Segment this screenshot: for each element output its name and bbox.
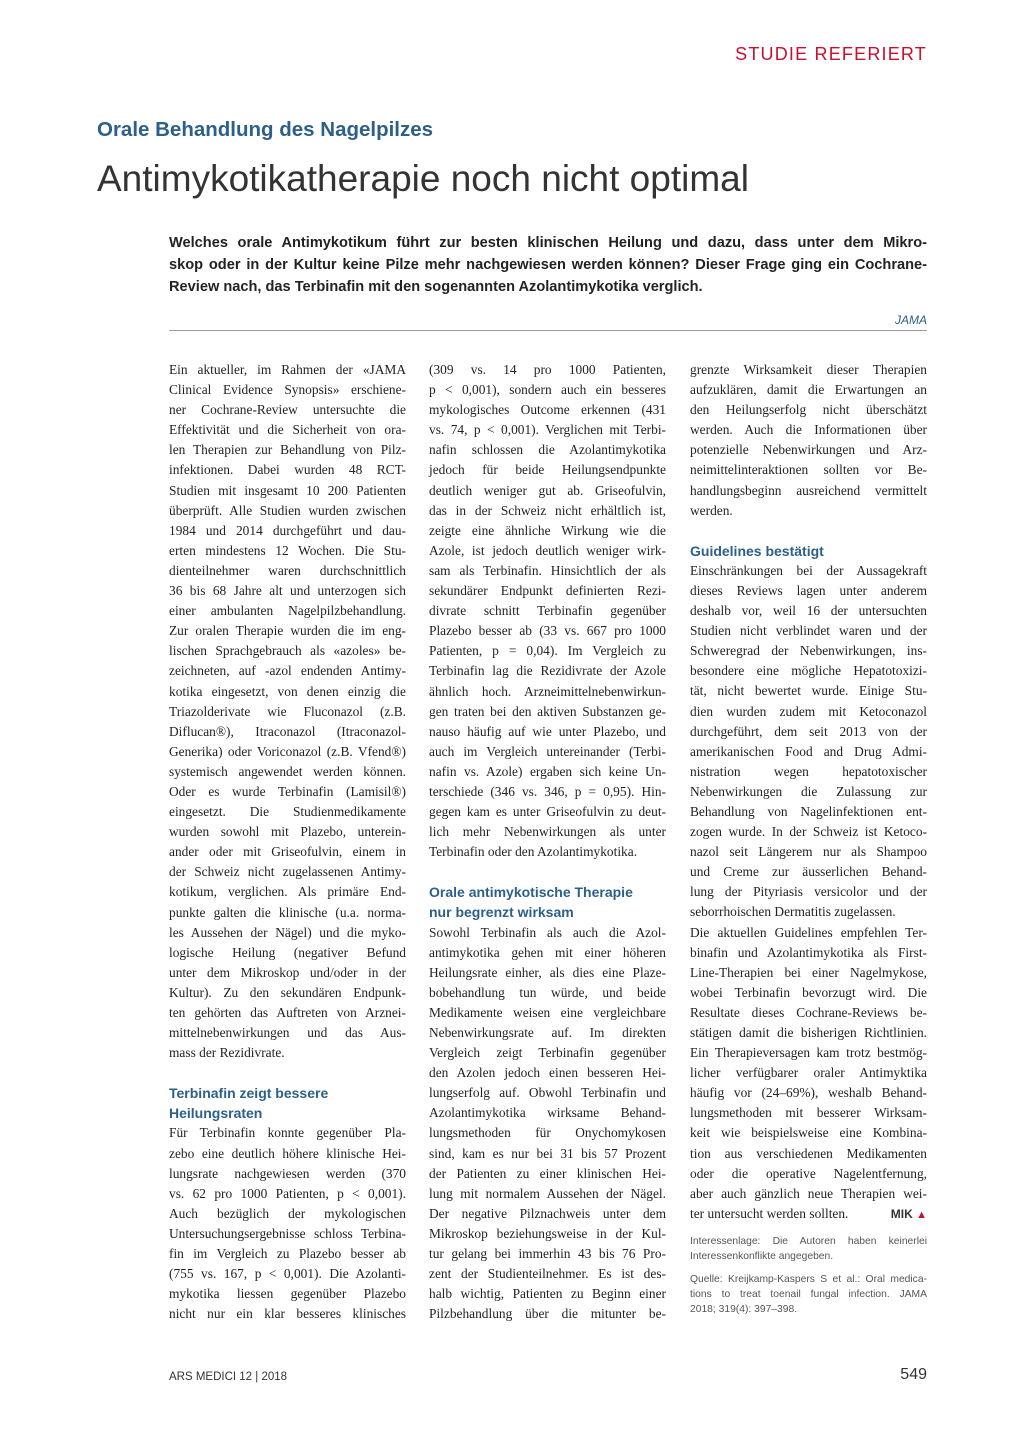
text-line: lungsmethoden für Onychomykosen: [429, 1125, 666, 1141]
text-line: kotikum, verglichen. Als primäre End-: [169, 884, 406, 900]
text-line: infektionen. Dabei wurden 48 RCT-: [169, 462, 406, 478]
text-line: nicht nur ein klar besseres klinisches: [169, 1306, 406, 1322]
text-line: binafin und Azolantimykotika als First-: [690, 944, 927, 960]
section-label: STUDIE REFERIERT: [735, 44, 927, 64]
text-line: deutlich weniger gut ab. Griseofulvin,: [429, 482, 666, 498]
text-line: Studien nicht verblindet waren und der: [690, 623, 927, 639]
text-line: nafin schlossen die Azolantimykotika: [429, 442, 666, 458]
paragraph: [429, 360, 666, 862]
text-line: Für Terbinafin konnte gegenüber Pla-: [169, 1125, 406, 1141]
text-line: Die aktuellen Guidelines empfehlen Ter-: [690, 924, 927, 940]
text-line: ähnlich hoch. Arzneimittelnebenwirkun-: [429, 683, 666, 699]
text-line: Oder es wurde Terbinafin (Lamisil®): [169, 783, 406, 799]
text-line: Clinical Evidence Synopsis» erschiene-: [169, 382, 406, 398]
text-line: lung der Pityriasis versicolor und der: [690, 884, 927, 900]
text-line: Interessenlage: Die Autoren haben keinerlei: [690, 1235, 927, 1247]
text-line: Azole, ist jedoch deutlich weniger wirk-: [429, 542, 666, 558]
text-line: aufzuklären, damit die Erwartungen an: [690, 382, 927, 398]
triangle-icon: ▲: [916, 1208, 927, 1221]
source-tag: JAMA: [894, 313, 927, 327]
text-line: nafin vs. Azole) ergaben sich keine Un-: [429, 763, 666, 779]
text-line: vs. 62 pro 1000 Patienten, p < 0,001).: [169, 1185, 406, 1201]
author-initials: MIK ▲: [890, 1206, 927, 1221]
text-line: Einschränkungen bei der Aussagekraft: [690, 562, 927, 578]
text-line: oder die operative Nagelentfernung,: [690, 1165, 927, 1181]
paragraph: [169, 1123, 406, 1324]
text-line: zent der Studienteilnehmer. Es ist des-: [429, 1266, 666, 1282]
text-line: Terbinafin oder den Azolantimykotika.: [429, 844, 638, 860]
text-line: auch im Vergleich untereinander (Terbi-: [429, 743, 666, 759]
text-line: den Azolen jedoch einen besseren Hei-: [429, 1065, 666, 1081]
text-line: ten gehörten das Auftreten von Arznei-: [169, 1005, 406, 1020]
paragraph: [690, 923, 927, 1224]
text-line: kotika eingesetzt, von denen einzig die: [169, 683, 406, 699]
text-line: (755 vs. 167, p < 0,001). Die Azolanti-: [169, 1266, 406, 1282]
text-line: zeichneten, auf -azol endenden Antimy-: [169, 663, 406, 679]
text-line: mittelnebenwirkungen und das Aus-: [169, 1025, 406, 1041]
text-line: wobei Terbinafin bevorzugt wird. Die: [690, 984, 927, 1000]
text-line: (309 vs. 14 pro 1000 Patienten,: [429, 362, 666, 377]
text-line: eingesetzt. Die Studienmedikamente: [169, 804, 406, 820]
text-line: zeigte eine ähnliche Wirkung wie die: [429, 522, 666, 538]
text-line: Effektivität und die Sicherheit von ora-: [169, 422, 406, 438]
text-line: und Creme zur äusserlichen Behand-: [690, 864, 927, 880]
text-line: dien wurden zudem mit Ketoconazol: [690, 703, 927, 719]
text-line: der Schweiz nicht zugelassenen Antimy-: [169, 864, 406, 880]
text-line: Triazolderivate wie Fluconazol (z.B.: [169, 703, 406, 719]
paragraph: [429, 923, 666, 1325]
text-line: antimykotika gehen mit einer höheren: [429, 944, 666, 960]
text-line: werden. Auch die Informationen über: [690, 422, 927, 438]
text-line: besondere eine mögliche Hepatotoxizi-: [690, 663, 927, 679]
text-line: einer ambulanten Nagelpilzbehandlung.: [169, 603, 406, 619]
text-line: lungserfolg auf. Obwohl Terbinafin und: [429, 1085, 666, 1101]
text-line: vs. 74, p < 0,001). Verglichen mit Terbi-: [429, 422, 666, 438]
text-line: mass der Rezidivrate.: [169, 1045, 285, 1061]
text-line: terschiede (346 vs. 346, p = 0,95). Hin-: [429, 783, 666, 799]
text-line: Patienten, p = 0,04). Im Vergleich zu: [429, 643, 666, 659]
text-line: 2018; 319(4): 397–398.: [690, 1303, 798, 1315]
text-line: Diflucan®), Itraconazol (Itraconazol-: [169, 723, 406, 739]
text-line: aber auch gänzlich neue Therapien wei-: [690, 1185, 927, 1201]
text-line: tions to treat toenail fungal infection. JAMA: [690, 1288, 927, 1300]
text-line: ner Cochrane-Review untersuchte die: [169, 402, 406, 418]
text-line: fin im Vergleich zu Plazebo besser ab: [169, 1246, 406, 1262]
text-line: p < 0,001), sondern auch ein besseres: [429, 382, 666, 398]
text-line: Heilungsraten: [169, 1105, 263, 1122]
text-line: Kultur). Zu den sekundären Endpunk-: [169, 984, 406, 1000]
text-line: punkte galten die klinische (u.a. norma-: [169, 904, 406, 920]
text-line: len Therapien zur Behandlung von Pilz-: [169, 442, 406, 458]
text-line: lung mit normalem Aussehen der Nägel.: [429, 1185, 666, 1201]
text-line: mykotika liessen gegenüber Plazebo: [169, 1286, 406, 1302]
text-line: jedoch für beide Heilungsendpunkte: [429, 462, 666, 478]
text-line: Quelle: Kreijkamp-Kaspers S et al.: Oral medica-: [690, 1273, 927, 1285]
text-line: Resultate dieses Cochrane-Reviews be-: [690, 1004, 927, 1020]
text-line: werden.: [690, 502, 733, 518]
text-line: deshalb vor, weil 16 der untersuchten: [690, 603, 927, 619]
lead-line: skop oder in der Kultur keine Pilze mehr nachgewiesen werden können? Dieser Frage ging ein Cochrane-: [169, 257, 927, 273]
text-line: Guidelines bestätigt: [690, 542, 824, 559]
text-line: Auch bezüglich der mykologischen: [169, 1205, 406, 1221]
text-line: systemisch angewendet werden können.: [169, 763, 406, 779]
text-line: zogen wurde. In der Schweiz ist Ketoco-: [690, 824, 927, 840]
text-line: tät, nicht bewertet wurde. Einige Stu-: [690, 683, 927, 699]
text-line: handlungsbeginn ausreichend vermittelt: [690, 482, 927, 498]
text-line: Terbinafin zeigt bessere: [169, 1085, 329, 1102]
text-line: Heilungsrate einher, als dies eine Plaze-: [429, 964, 666, 980]
text-line: Untersuchungsergebnisse schloss Terbina-: [169, 1225, 406, 1241]
paragraph: [690, 561, 927, 923]
footer-journal: ARS MEDICI 12 | 2018: [169, 1371, 288, 1383]
column-1: [169, 360, 406, 1324]
text-line: Sowohl Terbinafin als auch die Azol-: [429, 924, 666, 940]
conflict-note: [690, 1234, 927, 1264]
text-line: lischen Sprachgebrauch als «azoles» be-: [169, 643, 406, 659]
text-line: häufig vor (24–69%), weshalb Behand-: [690, 1085, 927, 1101]
text-line: Vergleich zeigt Terbinafin gegenüber: [429, 1045, 666, 1061]
text-line: bobehandlung tun würde, und beide: [429, 984, 666, 1000]
text-line: gen traten bei den aktiven Substanzen ge-: [429, 703, 666, 719]
text-line: Schweregrad der Nebenwirkungen, ins-: [690, 643, 927, 659]
paragraph: [169, 360, 406, 1063]
text-line: Zur oralen Therapie wurden die im eng-: [169, 623, 406, 639]
lead-line: Welches orale Antimykotikum führt zur besten klinischen Heilung und dazu, dass unter dem Mikro-: [169, 235, 927, 251]
text-line: Nebenwirkungsrate auf. Im direkten: [429, 1025, 666, 1040]
text-line: tur gelang bei immerhin 43 bis 76 Pro-: [429, 1246, 666, 1262]
text-line: ter untersucht werden sollten. MIK ▲: [690, 1204, 927, 1224]
text-line: unter dem Mikroskop und/oder in der: [169, 964, 406, 980]
subheading: [169, 1083, 406, 1123]
text-line: amerikanischen Food and Drug Admi-: [690, 743, 927, 759]
text-line: erten mindestens 12 Wochen. Die Stu-: [169, 542, 406, 558]
column-2: [429, 360, 666, 1324]
text-line: potenzielle Nebenwirkungen und Arz-: [690, 442, 927, 458]
text-line: nur begrenzt wirksam: [429, 904, 574, 921]
source-note: [690, 1272, 927, 1317]
page-number: 549: [900, 1366, 927, 1383]
text-line: 36 bis 68 Jahre alt und unterzogen sich: [169, 583, 406, 599]
text-line: Der negative Pilznachweis unter dem: [429, 1205, 666, 1221]
subheading: [690, 541, 927, 561]
text-line: Behandlung von Nagelinfektionen ent-: [690, 803, 927, 819]
text-line: den Heilungserfolg nicht überschätzt: [690, 402, 927, 418]
text-line: dienteilnehmer waren durchschnittlich: [169, 562, 406, 578]
text-line: keit wie beispielsweise eine Kombina-: [690, 1125, 927, 1141]
lead-paragraph: [169, 232, 927, 298]
text-line: Mikroskop beziehungsweise in der Kul-: [429, 1225, 666, 1241]
text-line: halb wichtig, Patienten zu Beginn einer: [429, 1286, 666, 1302]
paragraph: [690, 360, 927, 521]
text-line: nistration wegen hepatotoxischer: [690, 763, 927, 779]
text-line: Generika) oder Voriconazol (z.B. Vfend®): [169, 743, 406, 759]
text-line: sekundärer Endpunkt definierten Rezi-: [429, 583, 666, 599]
text-line: les Aussehen der Nägel) und die myko-: [169, 924, 406, 940]
text-line: Azolantimykotika wirksame Behand-: [429, 1105, 666, 1121]
text-line: 1984 und 2014 durchgeführt und dau-: [169, 522, 406, 538]
text-line: Line-Therapien bei einer Nagelmykose,: [690, 964, 927, 980]
lead-line: Review nach, das Terbinafin mit den sogenannten Azolantimykotika verglich.: [169, 279, 703, 295]
text-line: das in der Schweiz nicht erhältlich ist,: [429, 502, 666, 518]
text-line: durchgeführt, dem seit 2013 von der: [690, 723, 927, 739]
text-line: nauso häufig auf wie unter Plazebo, und: [429, 723, 666, 739]
text-line: Pilzbehandlung über die mitunter be-: [429, 1306, 666, 1322]
article-headline: Antimykotikatherapie noch nicht optimal: [97, 158, 749, 199]
text-line: licher verfügbarer oraler Antimyktika: [690, 1065, 927, 1081]
text-line: wurden sowohl mit Plazebo, unterein-: [169, 824, 406, 840]
text-line: zebo eine deutlich höhere klinische Hei-: [169, 1145, 406, 1161]
text-line: Interessenkonflikte angegeben.: [690, 1250, 834, 1262]
text-line: lungsrate nachgewiesen werden (370: [169, 1165, 406, 1181]
text-line: divrate schnitt Terbinafin gegenüber: [429, 603, 666, 619]
article-kicker: Orale Behandlung des Nagelpilzes: [97, 118, 434, 141]
column-3: [690, 360, 927, 1317]
text-line: Studien mit insgesamt 10 200 Patienten: [169, 482, 406, 498]
text-line: lich mehr Nebenwirkungen als unter: [429, 824, 666, 840]
text-line: Medikamente weisen eine vergleichbare: [429, 1004, 666, 1020]
text-line: nazol seit Längerem nur als Shampoo: [690, 844, 927, 860]
text-line: mykologisches Outcome erkennen (431: [429, 402, 666, 418]
divider: [169, 330, 927, 331]
text-line: ander oder mit Griseofulvin, einem in: [169, 844, 406, 860]
text-line: neimittelinteraktionen sollten vor Be-: [690, 462, 927, 478]
text-line: Ein aktueller, im Rahmen der «JAMA: [169, 362, 406, 377]
text-line: lungsmethoden mit besserer Wirksam-: [690, 1105, 927, 1121]
text-line: seborrhoischen Dermatitis zugelassen.: [690, 904, 896, 920]
subheading: [429, 882, 666, 922]
text-line: Plazebo besser ab (33 vs. 667 pro 1000: [429, 623, 666, 639]
text-line: Ein Therapieversagen kam trotz bestmög-: [690, 1045, 927, 1061]
text-line: Nebenwirkungen die Zulassung zur: [690, 783, 927, 799]
text-line: dieses Reviews lagen unter anderem: [690, 582, 927, 598]
text-line: Terbinafin lag die Rezidivrate der Azole: [429, 663, 666, 679]
text-line: sind, kam es nur bei 31 bis 57 Prozent: [429, 1145, 666, 1161]
text-line: der Patienten zu einer klinischen Hei-: [429, 1165, 666, 1181]
text-line: logische Heilung (negativer Befund: [169, 944, 406, 960]
text-line: tion aus verschiedenen Medikamenten: [690, 1145, 927, 1161]
text-line: sam als Terbinafin. Hinsichtlich der als: [429, 562, 666, 578]
text-line: stätigen damit die bisherigen Richtlinien.: [690, 1025, 927, 1040]
text-line: Orale antimykotische Therapie: [429, 884, 633, 901]
text-line: grenzte Wirksamkeit dieser Therapien: [690, 362, 927, 377]
text-line: überprüft. Alle Studien wurden zwischen: [169, 502, 406, 518]
text-line: gegen kam es unter Griseofulvin zu deut-: [429, 804, 666, 820]
